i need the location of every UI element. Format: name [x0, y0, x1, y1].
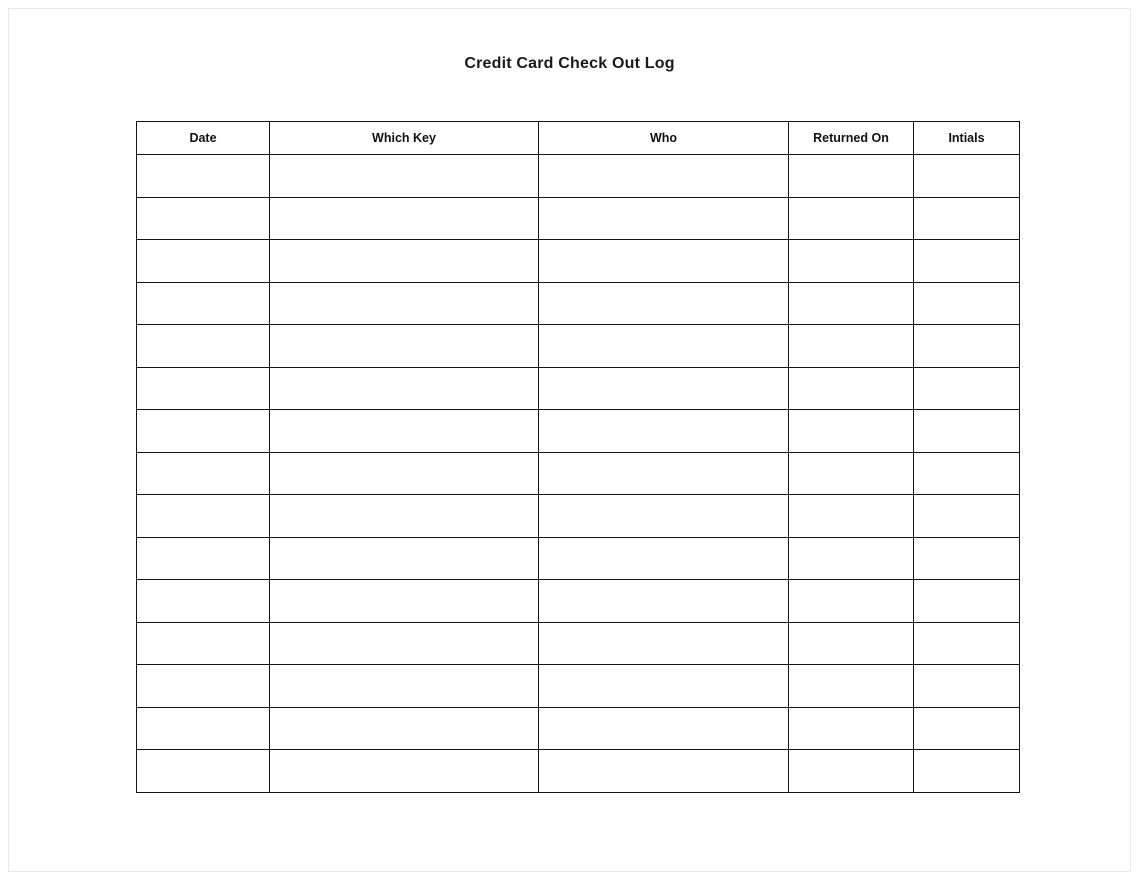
cell-returned-on[interactable] — [789, 325, 914, 368]
cell-returned-on[interactable] — [789, 750, 914, 793]
cell-date[interactable] — [137, 495, 270, 538]
cell-who[interactable] — [539, 707, 789, 750]
cell-date[interactable] — [137, 410, 270, 453]
table-row[interactable] — [137, 665, 1020, 708]
cell-date[interactable] — [137, 367, 270, 410]
cell-who[interactable] — [539, 580, 789, 623]
column-header-who: Who — [539, 122, 789, 155]
cell-which-key[interactable] — [270, 410, 539, 453]
credit-card-check-out-log-table — [136, 121, 1020, 793]
table-row[interactable] — [137, 282, 1020, 325]
cell-who[interactable] — [539, 155, 789, 198]
cell-date[interactable] — [137, 707, 270, 750]
cell-who[interactable] — [539, 622, 789, 665]
table-header-row — [137, 122, 1020, 155]
column-header-which-key: Which Key — [270, 122, 539, 155]
column-header-date: Date — [137, 122, 270, 155]
table-row[interactable] — [137, 495, 1020, 538]
cell-which-key[interactable] — [270, 707, 539, 750]
cell-which-key[interactable] — [270, 495, 539, 538]
cell-which-key[interactable] — [270, 665, 539, 708]
table-row[interactable] — [137, 197, 1020, 240]
cell-date[interactable] — [137, 282, 270, 325]
cell-who[interactable] — [539, 282, 789, 325]
table-row[interactable] — [137, 707, 1020, 750]
cell-returned-on[interactable] — [789, 707, 914, 750]
cell-initials[interactable] — [914, 495, 1020, 538]
cell-initials[interactable] — [914, 750, 1020, 793]
cell-date[interactable] — [137, 750, 270, 793]
table-row[interactable] — [137, 367, 1020, 410]
cell-who[interactable] — [539, 537, 789, 580]
cell-returned-on[interactable] — [789, 282, 914, 325]
cell-initials[interactable] — [914, 240, 1020, 283]
cell-which-key[interactable] — [270, 240, 539, 283]
cell-which-key[interactable] — [270, 622, 539, 665]
cell-returned-on[interactable] — [789, 495, 914, 538]
cell-date[interactable] — [137, 240, 270, 283]
cell-which-key[interactable] — [270, 367, 539, 410]
cell-which-key[interactable] — [270, 537, 539, 580]
cell-which-key[interactable] — [270, 155, 539, 198]
table-row[interactable] — [137, 750, 1020, 793]
cell-initials[interactable] — [914, 410, 1020, 453]
cell-initials[interactable] — [914, 537, 1020, 580]
table-row[interactable] — [137, 325, 1020, 368]
cell-date[interactable] — [137, 622, 270, 665]
cell-initials[interactable] — [914, 580, 1020, 623]
table-row[interactable] — [137, 580, 1020, 623]
column-header-returned-on: Returned On — [789, 122, 914, 155]
document-sheet — [8, 8, 1131, 872]
column-header-initials: Intials — [914, 122, 1020, 155]
cell-date[interactable] — [137, 580, 270, 623]
cell-initials[interactable] — [914, 367, 1020, 410]
cell-who[interactable] — [539, 495, 789, 538]
table-row[interactable] — [137, 622, 1020, 665]
cell-returned-on[interactable] — [789, 197, 914, 240]
cell-who[interactable] — [539, 410, 789, 453]
cell-returned-on[interactable] — [789, 410, 914, 453]
table-header — [137, 122, 1020, 155]
cell-date[interactable] — [137, 665, 270, 708]
cell-who[interactable] — [539, 452, 789, 495]
cell-date[interactable] — [137, 325, 270, 368]
cell-returned-on[interactable] — [789, 367, 914, 410]
cell-who[interactable] — [539, 325, 789, 368]
cell-returned-on[interactable] — [789, 155, 914, 198]
table-row[interactable] — [137, 537, 1020, 580]
table-row[interactable] — [137, 155, 1020, 198]
cell-who[interactable] — [539, 750, 789, 793]
cell-which-key[interactable] — [270, 325, 539, 368]
cell-returned-on[interactable] — [789, 537, 914, 580]
cell-initials[interactable] — [914, 452, 1020, 495]
cell-initials[interactable] — [914, 197, 1020, 240]
cell-initials[interactable] — [914, 707, 1020, 750]
cell-returned-on[interactable] — [789, 665, 914, 708]
cell-which-key[interactable] — [270, 452, 539, 495]
cell-date[interactable] — [137, 197, 270, 240]
cell-date[interactable] — [137, 452, 270, 495]
page-title: Credit Card Check Out Log — [464, 55, 675, 72]
cell-returned-on[interactable] — [789, 580, 914, 623]
cell-returned-on[interactable] — [789, 622, 914, 665]
cell-initials[interactable] — [914, 325, 1020, 368]
cell-which-key[interactable] — [270, 750, 539, 793]
cell-initials[interactable] — [914, 665, 1020, 708]
cell-which-key[interactable] — [270, 580, 539, 623]
table-row[interactable] — [137, 240, 1020, 283]
table-row[interactable] — [137, 452, 1020, 495]
cell-who[interactable] — [539, 367, 789, 410]
cell-initials[interactable] — [914, 155, 1020, 198]
cell-initials[interactable] — [914, 282, 1020, 325]
cell-which-key[interactable] — [270, 282, 539, 325]
cell-returned-on[interactable] — [789, 452, 914, 495]
cell-date[interactable] — [137, 155, 270, 198]
cell-initials[interactable] — [914, 622, 1020, 665]
table-row[interactable] — [137, 410, 1020, 453]
cell-returned-on[interactable] — [789, 240, 914, 283]
cell-date[interactable] — [137, 537, 270, 580]
cell-which-key[interactable] — [270, 197, 539, 240]
cell-who[interactable] — [539, 665, 789, 708]
cell-who[interactable] — [539, 197, 789, 240]
cell-who[interactable] — [539, 240, 789, 283]
table-body — [137, 155, 1020, 793]
